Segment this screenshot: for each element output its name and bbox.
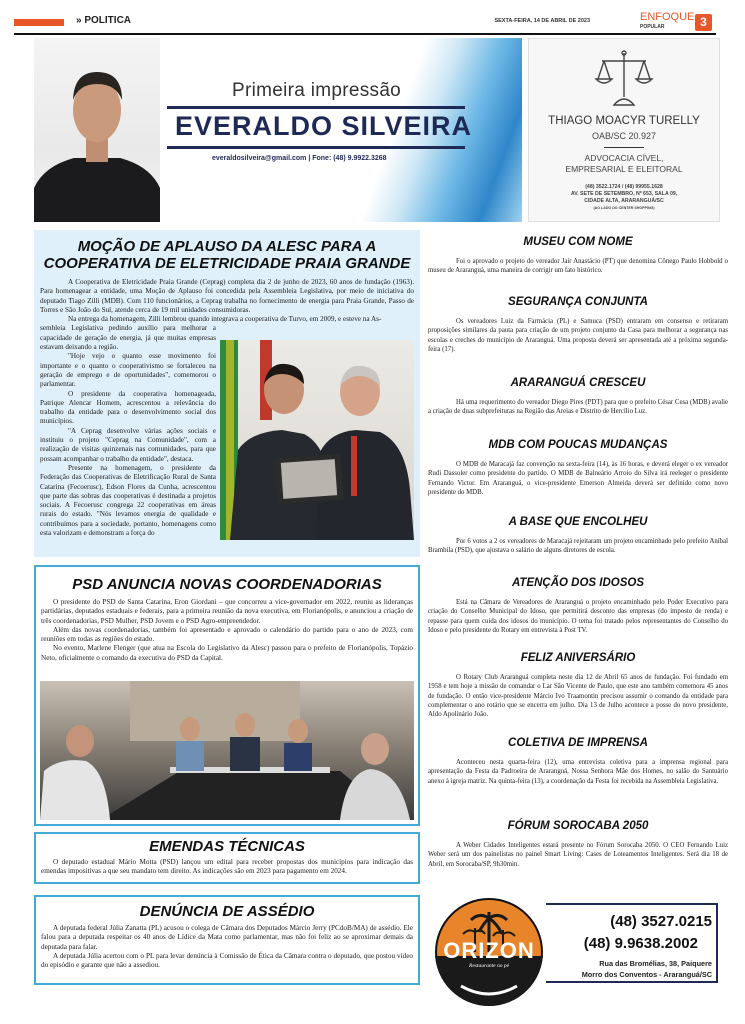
orizon-tagline: Restaurante no pé <box>468 963 510 969</box>
issue-date: SEXTA-FEIRA, 14 DE ABRIL DE 2023 <box>494 18 590 24</box>
lawyer-name: THIAGO MOACYR TURELLY <box>548 115 700 127</box>
columnist-photo <box>34 38 160 222</box>
lead-paragraph: Na entrega da homenagem, Zilli lembrou quando integrava a cooperativa de Turvo, em 2009, e esteve na As- <box>68 315 382 324</box>
double-chevron-icon: » <box>76 15 82 26</box>
note-museu <box>428 236 728 276</box>
orizon-phone-2: (48) 9.9638.2002 <box>583 935 698 952</box>
banner-rule-top <box>167 106 465 109</box>
lead-title-2: COOPERATIVA DE ELETRICIDADE PRAIA GRANDE <box>43 255 411 272</box>
note-text: O Rotary Club Araranguá completa neste dia 12 de Abril 65 anos de fundação. Foi fundado em 1958 e tem hoje a missão de comandar o Lar São Vicente de Paulo, que este ano também comemora 45 anos de fundação. O então vice-presidente Márcio Ivo Traamontin precisou assumir o comando da entidade para complementar o ano rotário que se encerra em julho. Dia 13 de Julho acontece a posse do novo presidente, Aldo Apolinário João. <box>428 674 728 719</box>
section-name: POLITICA <box>84 15 132 26</box>
brand-name: ENFOQUE <box>640 11 695 23</box>
section-color-bar <box>14 19 64 26</box>
denuncia-article <box>34 895 420 985</box>
note-title: COLETIVA DE IMPRENSA <box>508 737 648 749</box>
brand-logo <box>640 12 694 32</box>
note-forum <box>428 820 728 869</box>
note-title: FELIZ ANIVERSÁRIO <box>520 652 636 664</box>
award-photo <box>220 340 414 540</box>
columnist-name: EVERALDO SILVEIRA <box>175 111 473 141</box>
section-label <box>76 15 131 26</box>
note-base <box>428 516 728 556</box>
note-title: ATENÇÃO DOS IDOSOS <box>511 577 645 589</box>
note-ararangua <box>428 377 728 417</box>
psd-paragraph: No evento, Marlene Flenger (que atua na Escola do Legislativo da Alesc) passou para o prefeito de Florianópolis, Topázio Neto, oficialmente o comando da executiva do PSD da Capital. <box>41 644 413 662</box>
note-text: Está na Câmara de Vereadores de Araranguá o projeto encaminhado pelo Poder Executivo para criação do Conselho Municipal do Idoso, que permitirá desconto das empresas (do imposto de renda) e repasse para quem cuida dos idosos do município. O tema foi tratado pelos representantes do Conselho do Idoso e pelo presidente do Rotary em entrevista à Post TV. <box>428 599 728 634</box>
lawyer-address-2: CIDADE ALTA, ARARANGUÁ/SC <box>584 198 664 204</box>
note-text: Foi o aprovado o projeto do vereador Jair Anastácio (PT) que denomina Cônego Paulo Hobbold o museu de Araranguá, uma maneira de corrigir um fato histórico. <box>428 258 728 275</box>
meeting-photo <box>40 681 414 820</box>
header-divider <box>14 33 716 35</box>
note-text: Há uma requerimento do vereador Diego Pires (PDT) para que o prefeito César Cesa (MDB) avalie a criação de duas subprefeituras na Região das Areias e Distrito de Hercílio Luz. <box>428 399 728 416</box>
emendas-paragraph: O deputado estadual Mário Motta (PSD) lançou um edital para receber propostas dos municípios para indicação das emendas impositivas a que seu mandato tem direito. As indicações são em 2023 para pagamento em 2024. <box>41 858 413 876</box>
lawyer-oab: OAB/SC 20.927 <box>591 131 657 141</box>
lawyer-ad <box>528 38 720 222</box>
note-title: ARARANGUÁ CRESCEU <box>510 377 646 389</box>
orizon-box-top-rule <box>546 903 718 905</box>
banner-rule-bottom <box>167 146 465 149</box>
lead-paragraph: sembleia Legislativa pedindo auxílio para melhorar a capacidade de geração de energia, já que muitas empresas estavam deixando a região. <box>40 324 216 352</box>
orizon-address-2: Morro dos Conventos - Araranguá/SC <box>581 970 712 979</box>
lead-title-1: MOÇÃO DE APLAUSO DA ALESC PARA A <box>77 238 377 255</box>
psd-paragraph: Além das novas coordenadorias, também foi apresentado e aprovado o calendário do partido para o ano de 2023, com reuniões em todas as regiões do estado. <box>41 625 413 644</box>
note-aniversario <box>428 652 728 719</box>
psd-title: PSD ANUNCIA NOVAS COORDENADORIAS <box>72 576 382 593</box>
note-title: FÓRUM SOROCABA 2050 <box>507 820 649 832</box>
note-title: SEGURANÇA CONJUNTA <box>508 296 648 308</box>
column-kicker: Primeira impressão <box>232 80 402 101</box>
denuncia-title: DENÚNCIA DE ASSÉDIO <box>139 903 315 920</box>
psd-paragraph: O presidente do PSD de Santa Catarina, Eron Giordani – que concorreu a vice-governador em 2022, reuniu as lideranças partidárias, deputados estaduais e federais, para a primeira reunião da nova executiva, em Florianópolis, e anunciou a criação de três coordenadorias, PSD Mulher, PSD Jovem e o PSD Agro-empreendedor. <box>41 598 413 625</box>
lead-paragraph: "Hoje vejo o quanto esse movimento foi importante e o quanto o cooperativismo se fortaleceu na geração de emprego e de oportunidades", comemorou o parlamentar. <box>40 352 216 389</box>
scales-of-justice-icon <box>529 49 719 107</box>
note-text: O MDB de Maracajá faz convenção na sexta-feira (14), às 16 horas, e deverá eleger o ex vereador Rudi Dassoler como presidente do partido. O MDB de Balneário Arroio do Silva irá reeleger o presidente Fernando Victor. Em Araranguá, o vice-presidente Emerson Almeida deverá ser definido como novo presidente do MDB. <box>428 461 728 496</box>
note-idosos <box>428 577 728 635</box>
lawyer-phones: (48) 3522.1724 / (48) 99955.1628 <box>585 184 663 190</box>
orizon-address-1: Rua das Bromélias, 38, Paiquere <box>599 959 712 968</box>
note-coletiva <box>428 737 728 786</box>
emendas-article <box>34 832 420 884</box>
emendas-title: EMENDAS TÉCNICAS <box>149 838 305 855</box>
lawyer-address-1: AV. SETE DE SETEMBRO, Nº 653, SALA 09, <box>570 191 678 197</box>
note-mdb <box>428 439 728 497</box>
note-title: A BASE QUE ENCOLHEU <box>508 516 648 528</box>
note-text: Por 6 votos a 2 os vereadores de Maracajá rejeitaram um projeto encaminhado pelo prefeito Aníbal Brambila (PSD), que ajustava o salário de alguns diretores de escola. <box>428 538 728 555</box>
lead-paragraph: "A Ceprag desenvolve várias ações sociais e instituiu o projeto "Ceprag na Comunidade", com a realização de visitas quinzenais nas comunidades, para que possam acompanhar o trabalho da entidade", destaca. <box>40 426 216 463</box>
lawyer-divider <box>604 147 644 148</box>
orizon-phone-1: (48) 3527.0215 <box>610 913 712 930</box>
lead-paragraph: O presidente da cooperativa homenageada, Patrique Alencar Homem, acrescentou a relevância do trabalho da entidade para o desenvolvimento social dos municípios. <box>40 389 216 426</box>
note-text: Aconteceu nesta quarta-feira (12), uma entrevista coletiva para a imprensa regional para apresentação da Festa da Padroeira de Araranguá, Nossa Senhora Mãe dos Homes, no salão do Santuário anexo à igreja matriz. Na quinta-feira (13), a coordenação da Festa foi recebida na Assembleia Legislativa. <box>428 759 728 785</box>
lawyer-address-3: (AO LADO DO CENTER SHOPPING) <box>593 206 655 210</box>
columnist-contact: everaldosilveira@gmail.com | Fone: (48) 9.9922.3268 <box>212 155 387 162</box>
note-seguranca <box>428 296 728 354</box>
page-number: 3 <box>695 14 712 31</box>
note-text: A Weber Cidades Inteligentes estará presente no Fórum Sorocaba 2050. O CEO Fernando Luiz Weber será um dos painelistas no painel Smart Living: Cases de Loteamentos Inteligentes. Será dia 18 de Abril, em Sorocaba/SP, 9h30min. <box>428 842 728 868</box>
note-text: Os vereadores Luiz da Farmácia (PL) e Samuca (PSD) entraram em consenso e retiraram proposições similares da pauta para criação de um projeto conjunto da Casa para melhorar a segurança nas escolas e creches do município de Araranguá. Uma proposta deverá ser apresentada até a próxima segunda-feira (17). <box>428 318 728 353</box>
orizon-wordmark: ORIZON <box>443 938 535 963</box>
lawyer-area-2: EMPRESARIAL E ELEITORAL <box>565 164 683 174</box>
lead-paragraph: A Cooperativa de Eletricidade Praia Grande (Ceprag) completa dia 2 de junho de 2023, 60 anos de fundação (1963). Para homenagear a entidade, uma Moção de Aplauso foi concedida pela Assembleia Legislativa, por meio de iniciativa do deputado Tiago Zilli (MDB). Com 110 funcionários, a Ceprag trabalha no fornecimento de energia para Praia Grande, Passo de Torres e São João do Sul, atende cerca de 19 mil unidades consumidoras. <box>40 278 414 314</box>
lead-paragraph: Presente na homenagem, o presidente da Federação das Cooperativas de Eletrificação Rural de Santa Catarina (Fecoerusc), Edson Flores da Cunha, acrescentou que parte das sobras das cooperativas é destinada a projetos sociais. A Fecoerusc congrega 22 cooperativas em áreas rurais do estado. "Nós levamos energia de qualidade e contribuímos para a sociedade, portanto, homenagens como esta valorizam e demonstram a força do <box>40 463 216 538</box>
note-title: MUSEU COM NOME <box>523 236 633 248</box>
brand-subtitle: POPULAR <box>640 24 665 30</box>
denuncia-paragraph: A deputada federal Júlia Zanatta (PL) acusou o colega de Câmara dos Deputados Márcio Jerry (PCdoB/MA) de assédio. Ele falou para a deputada respeitar os 40 anos de Lídice da Mata como parlamentar, mas não foi feliz ao se aproximar demais da deputada para falar. <box>41 924 413 951</box>
denuncia-paragraph: A deputada Júlia acertou com o PL para levar denúncia à Comissão de Ética da Câmara contra o deputado, que postou vídeo do episódio e garante que não a assediou. <box>41 951 413 970</box>
lawyer-area-1: ADVOCACIA CÍVEL, <box>584 153 664 163</box>
note-title: MDB COM POUCAS MUDANÇAS <box>488 439 668 451</box>
